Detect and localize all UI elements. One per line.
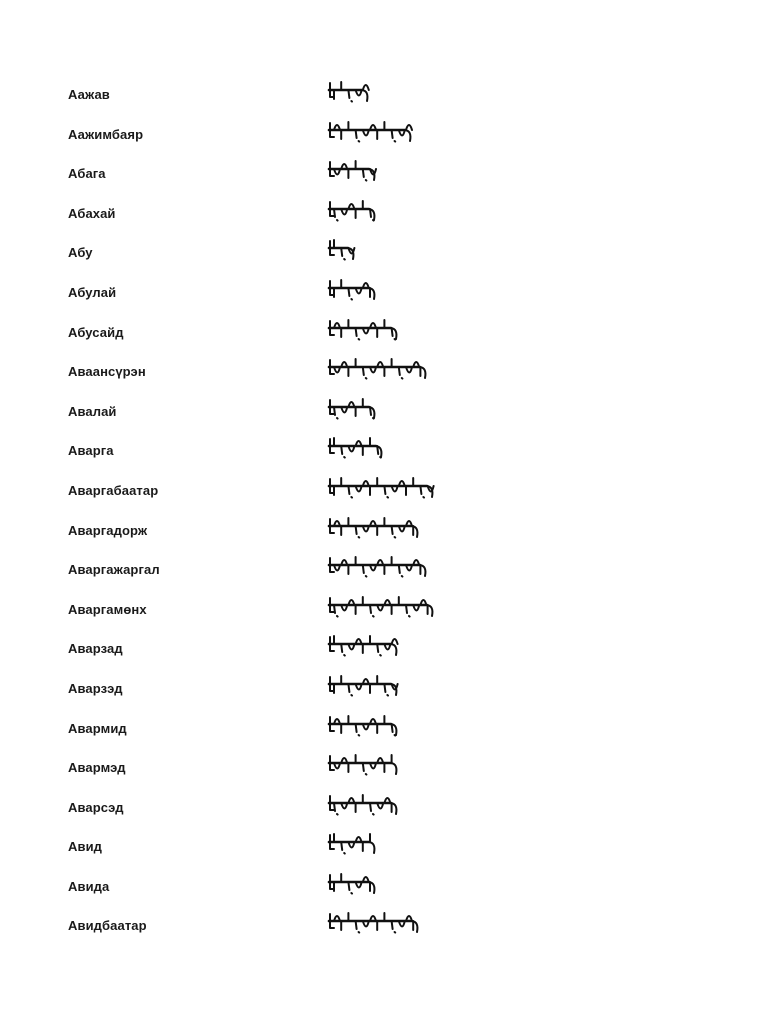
list-item [0,667,768,707]
cyrillic-name: Авармид [68,720,127,736]
cyrillic-name: Аваансүрэн [68,364,146,380]
mongolian-script-glyph [328,433,386,461]
list-item [0,588,768,628]
mongolian-script-glyph [328,354,430,382]
cyrillic-name: Аваргадорж [68,522,148,538]
mongolian-script-glyph [328,592,437,620]
mongolian-script-glyph [328,235,358,263]
cyrillic-name: Абахай [68,205,116,221]
mongolian-script-glyph [328,275,379,303]
mongolian-script-glyph [328,473,437,501]
cyrillic-name: Аварга [68,443,114,459]
list-item [0,152,768,192]
cyrillic-name: Абага [68,166,106,182]
list-item [0,786,768,826]
cyrillic-name: Аварзад [68,641,123,657]
mongolian-script-glyph [328,394,379,422]
cyrillic-name: Аварзэд [68,680,123,696]
list-item [0,746,768,786]
mongolian-script-glyph [328,117,415,145]
mongolian-script-glyph [328,315,401,343]
name-list [0,73,768,944]
list-item [0,548,768,588]
list-item [0,429,768,469]
list-item [0,627,768,667]
list-item [0,904,768,944]
cyrillic-name: Авалай [68,403,117,419]
cyrillic-name: Аажимбаяр [68,126,144,142]
mongolian-script-glyph [328,750,401,778]
cyrillic-name: Аваргажаргал [68,562,160,578]
cyrillic-name: Аварсэд [68,799,124,815]
mongolian-script-glyph [328,869,379,897]
mongolian-script-glyph [328,196,379,224]
cyrillic-name: Абу [68,245,93,261]
cyrillic-name: Авармэд [68,760,126,776]
mongolian-script-glyph [328,790,401,818]
cyrillic-name: Авидбаатар [68,918,147,934]
cyrillic-name: Аваргамөнх [68,601,147,617]
list-item [0,707,768,747]
cyrillic-name: Абусайд [68,324,124,340]
list-item [0,825,768,865]
mongolian-script-glyph [328,829,379,857]
mongolian-script-glyph [328,513,422,541]
list-item [0,509,768,549]
list-item [0,73,768,113]
list-item [0,350,768,390]
cyrillic-name: Аваргабаатар [68,482,159,498]
mongolian-script-glyph [328,77,372,105]
list-item [0,231,768,271]
cyrillic-name: Аажав [68,87,110,102]
mongolian-script-glyph [328,552,430,580]
mongolian-script-glyph [328,671,401,699]
list-item [0,271,768,311]
list-item [0,390,768,430]
list-item [0,469,768,509]
mongolian-script-glyph [328,631,401,659]
cyrillic-name: Абулай [68,284,117,300]
list-item [0,311,768,351]
list-item [0,113,768,153]
mongolian-script-glyph [328,156,379,184]
mongolian-script-glyph [328,711,401,739]
list-item [0,192,768,232]
mongolian-script-glyph [328,908,422,936]
cyrillic-name: Авида [68,878,110,894]
cyrillic-name: Авид [68,839,103,855]
list-item [0,865,768,905]
